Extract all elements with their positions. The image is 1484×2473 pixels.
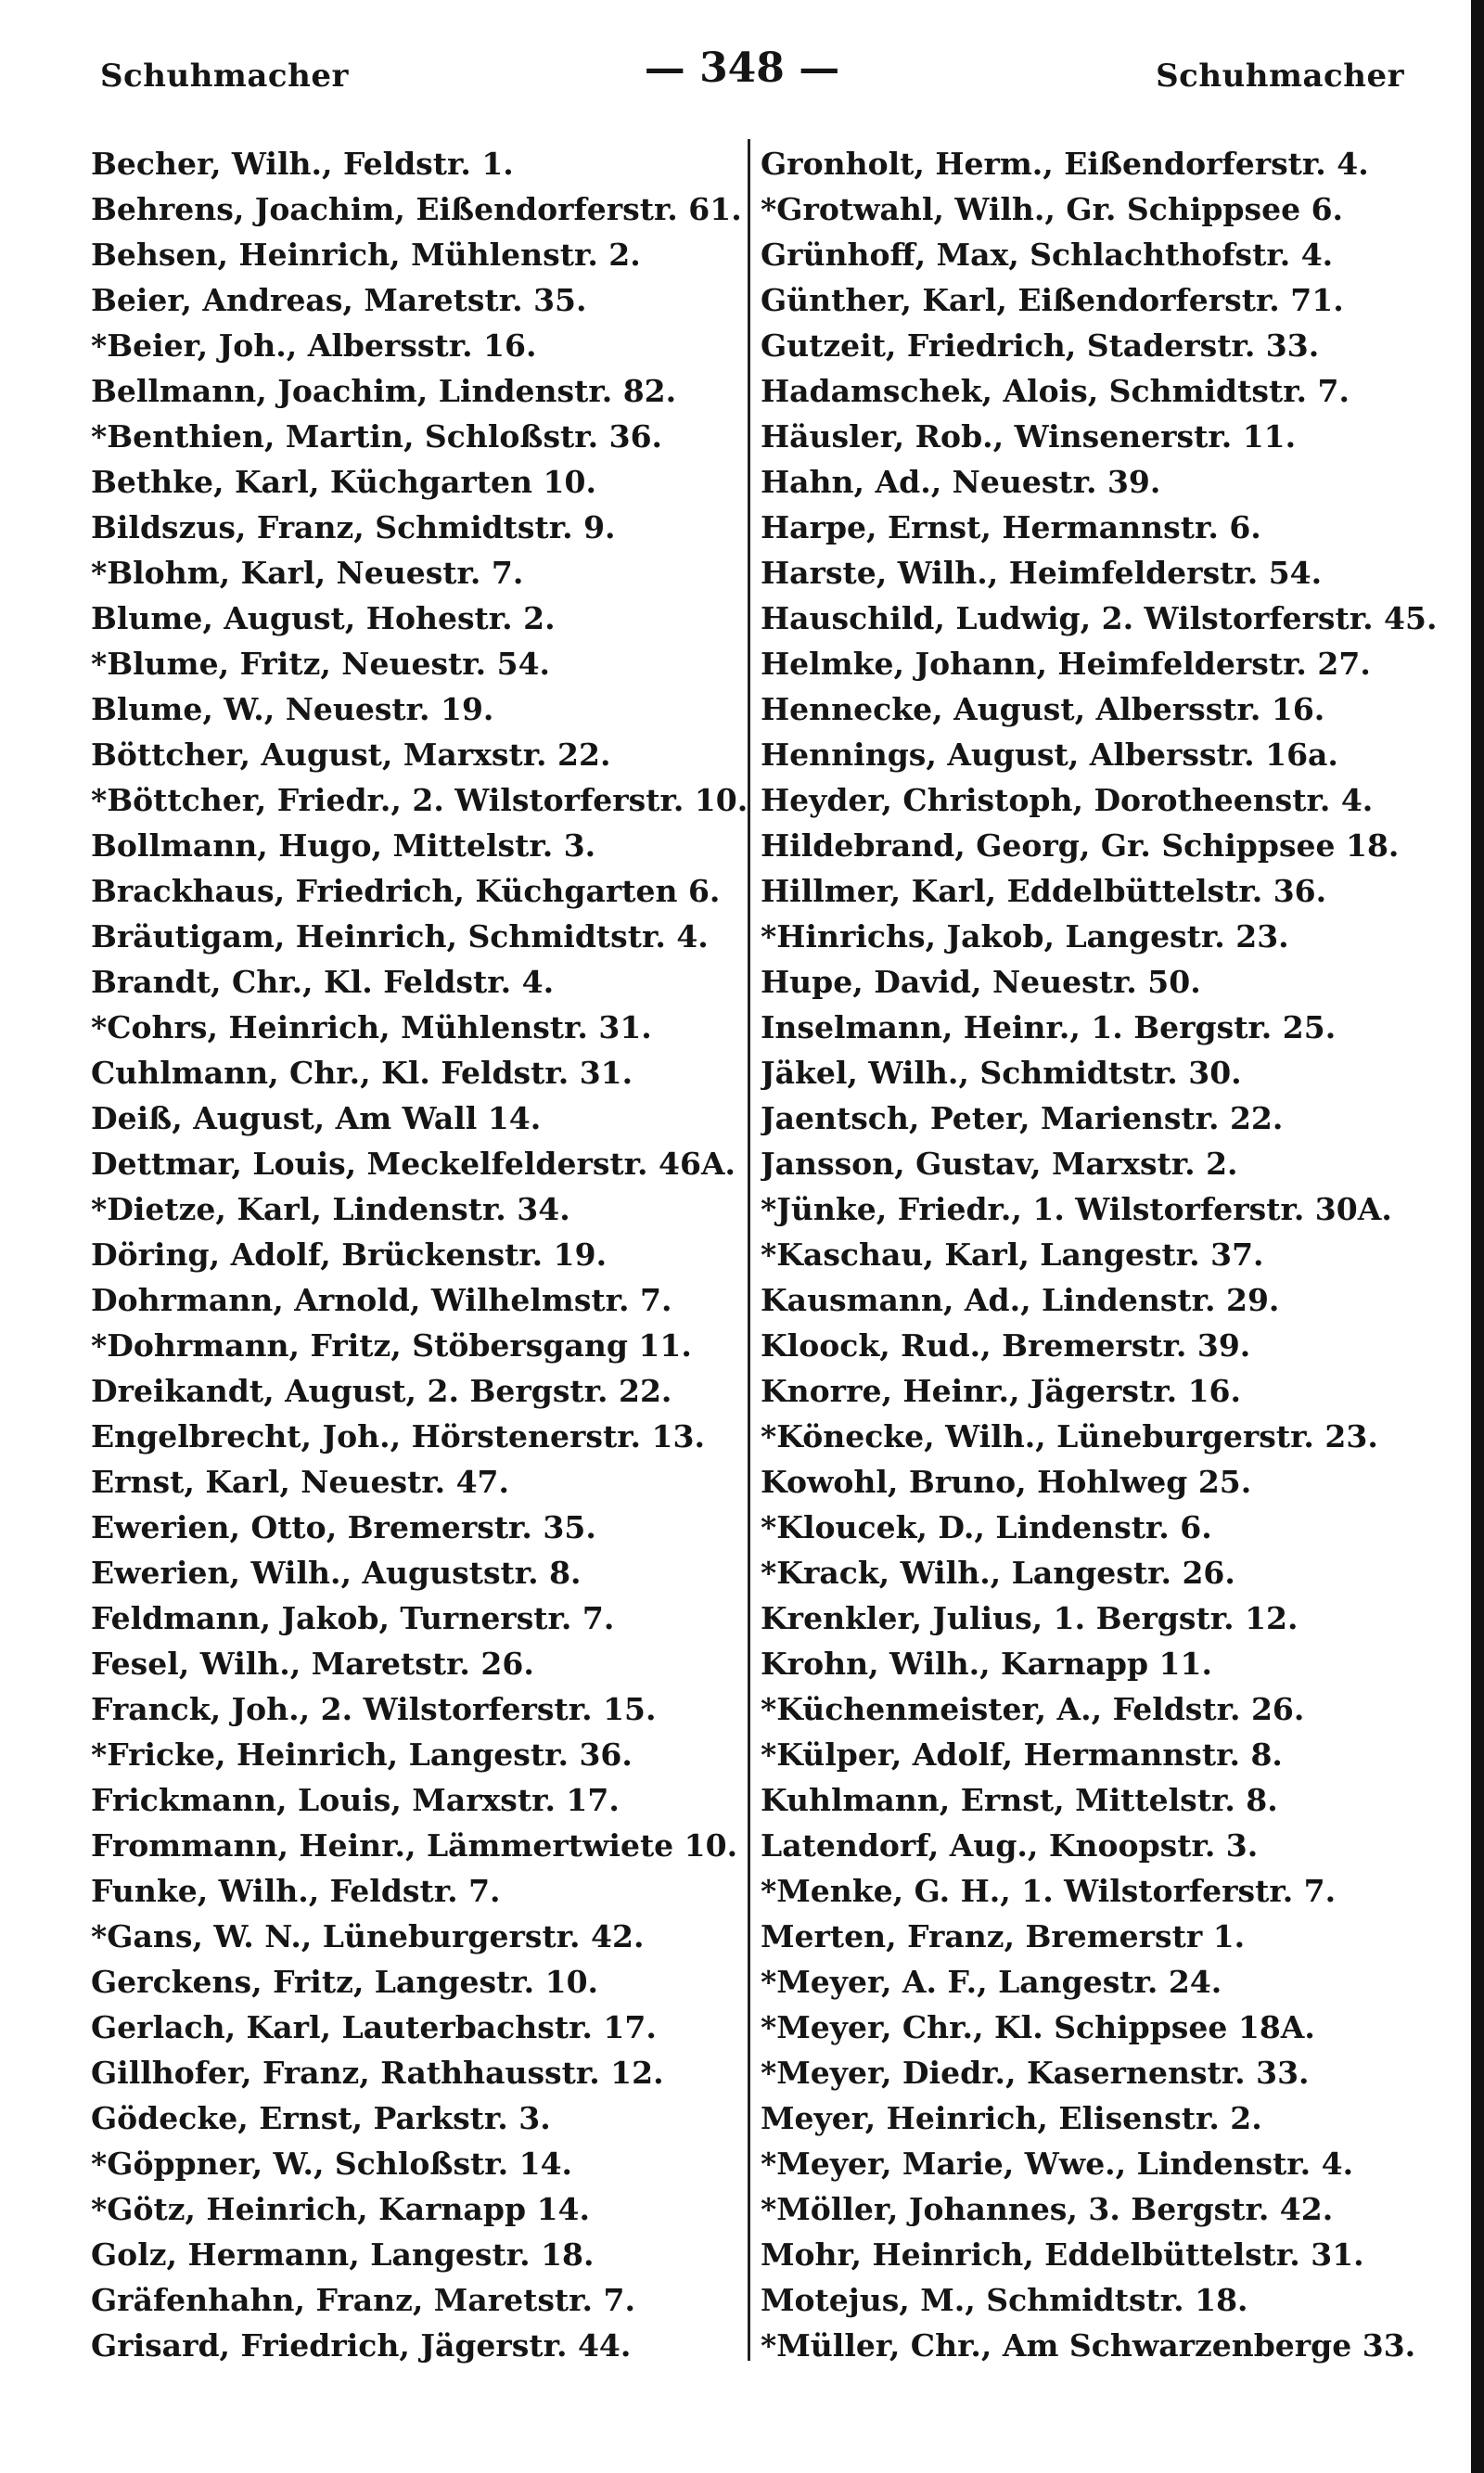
directory-entry: Gödecke, Ernst, Parkstr. 3.	[91, 2100, 551, 2136]
directory-entry: Heyder, Christoph, Dorotheenstr. 4.	[761, 782, 1374, 818]
directory-entry: Brackhaus, Friedrich, Küchgarten 6.	[91, 873, 721, 909]
directory-entry: Jäkel, Wilh., Schmidtstr. 30.	[761, 1055, 1242, 1091]
directory-entry: Bräutigam, Heinrich, Schmidtstr. 4.	[91, 918, 709, 955]
directory-entry: Becher, Wilh., Feldstr. 1.	[91, 146, 514, 182]
directory-entry: *Küchenmeister, A., Feldstr. 26.	[761, 1691, 1305, 1727]
directory-entry: Ernst, Karl, Neuestr. 47.	[91, 1464, 510, 1500]
directory-entry: Krenkler, Julius, 1. Bergstr. 12.	[761, 1600, 1298, 1636]
directory-entry: Gerlach, Karl, Lauterbachstr. 17.	[91, 2009, 657, 2045]
directory-entry: Blume, W., Neuestr. 19.	[91, 691, 494, 727]
directory-entry: *Menke, G. H., 1. Wilstorferstr. 7.	[761, 1873, 1337, 1909]
directory-entry: Fesel, Wilh., Maretstr. 26.	[91, 1646, 534, 1682]
directory-entry: Gronholt, Herm., Eißendorferstr. 4.	[761, 146, 1369, 182]
directory-entry: Franck, Joh., 2. Wilstorferstr. 15.	[91, 1691, 657, 1727]
running-head-right: Schuhmacher	[1156, 58, 1404, 95]
directory-entry: Hahn, Ad., Neuestr. 39.	[761, 464, 1161, 500]
directory-entry: Ewerien, Otto, Bremerstr. 35.	[91, 1509, 596, 1545]
directory-entry: Helmke, Johann, Heimfelderstr. 27.	[761, 646, 1371, 682]
page-edge-shadow	[1471, 0, 1484, 2473]
directory-entry: Hupe, David, Neuestr. 50.	[761, 964, 1201, 1000]
directory-entry: Frommann, Heinr., Lämmertwiete 10.	[91, 1827, 738, 1864]
directory-entry: Engelbrecht, Joh., Hörstenerstr. 13.	[91, 1418, 705, 1454]
directory-entry: *Blume, Fritz, Neuestr. 54.	[91, 646, 551, 682]
directory-entry: Bollmann, Hugo, Mittelstr. 3.	[91, 827, 596, 864]
directory-entry: Gräfenhahn, Franz, Maretstr. 7.	[91, 2282, 635, 2318]
directory-entry: Latendorf, Aug., Knoopstr. 3.	[761, 1827, 1259, 1864]
directory-entry: Kausmann, Ad., Lindenstr. 29.	[761, 1282, 1280, 1318]
directory-entry: *Möller, Johannes, 3. Bergstr. 42.	[761, 2191, 1334, 2227]
directory-entry: Jaentsch, Peter, Marienstr. 22.	[761, 1100, 1284, 1136]
directory-entry: Böttcher, August, Marxstr. 22.	[91, 737, 611, 773]
directory-entry: Kuhlmann, Ernst, Mittelstr. 8.	[761, 1782, 1278, 1818]
directory-entry: Gillhofer, Franz, Rathhausstr. 12.	[91, 2055, 664, 2091]
directory-entry: Hildebrand, Georg, Gr. Schippsee 18.	[761, 827, 1400, 864]
directory-entry: *Külper, Adolf, Hermannstr. 8.	[761, 1736, 1283, 1773]
directory-entry: Brandt, Chr., Kl. Feldstr. 4.	[91, 964, 555, 1000]
directory-entry: Golz, Hermann, Langestr. 18.	[91, 2236, 595, 2273]
directory-entry: Grisard, Friedrich, Jägerstr. 44.	[91, 2327, 632, 2364]
directory-entry: Beier, Andreas, Maretstr. 35.	[91, 282, 587, 318]
left-column	[91, 141, 754, 2368]
directory-entry: Behsen, Heinrich, Mühlenstr. 2.	[91, 237, 641, 273]
directory-entry: Kowohl, Bruno, Hohlweg 25.	[761, 1464, 1252, 1500]
directory-entry: Bildszus, Franz, Schmidtstr. 9.	[91, 509, 616, 545]
directory-entry: *Hinrichs, Jakob, Langestr. 23.	[761, 918, 1289, 955]
directory-entry: *Meyer, Diedr., Kasernenstr. 33.	[761, 2055, 1310, 2091]
directory-entry: Kloock, Rud., Bremerstr. 39.	[761, 1327, 1251, 1364]
directory-entry: Inselmann, Heinr., 1. Bergstr. 25.	[761, 1009, 1337, 1045]
directory-entry: *Kaschau, Karl, Langestr. 37.	[761, 1236, 1264, 1273]
directory-entry: *Meyer, A. F., Langestr. 24.	[761, 1964, 1222, 2000]
directory-entry: Krohn, Wilh., Karnapp 11.	[761, 1646, 1212, 1682]
directory-entry: Motejus, M., Schmidtstr. 18.	[761, 2282, 1248, 2318]
directory-entry: Bellmann, Joachim, Lindenstr. 82.	[91, 373, 677, 409]
directory-entry: Hauschild, Ludwig, 2. Wilstorferstr. 45.	[761, 600, 1438, 636]
directory-entry: *Dohrmann, Fritz, Stöbersgang 11.	[91, 1327, 692, 1364]
directory-entry: *Cohrs, Heinrich, Mühlenstr. 31.	[91, 1009, 652, 1045]
directory-entry: *Meyer, Marie, Wwe., Lindenstr. 4.	[761, 2146, 1354, 2182]
directory-entry: Hennings, August, Albersstr. 16a.	[761, 737, 1338, 773]
directory-entry: Funke, Wilh., Feldstr. 7.	[91, 1873, 501, 1909]
directory-entry: Feldmann, Jakob, Turnerstr. 7.	[91, 1600, 615, 1636]
directory-entry: *Krack, Wilh., Langestr. 26.	[761, 1555, 1235, 1591]
directory-entry: *Götz, Heinrich, Karnapp 14.	[91, 2191, 590, 2227]
directory-entry: Blume, August, Hohestr. 2.	[91, 600, 556, 636]
directory-entry: Harste, Wilh., Heimfelderstr. 54.	[761, 555, 1323, 591]
directory-entry: Behrens, Joachim, Eißendorferstr. 61.	[91, 191, 742, 227]
page-number: — 348 —	[644, 45, 840, 92]
directory-entry: Mohr, Heinrich, Eddelbüttelstr. 31.	[761, 2236, 1364, 2273]
directory-entry: Grünhoff, Max, Schlachthofstr. 4.	[761, 237, 1334, 273]
directory-entry: Meyer, Heinrich, Elisenstr. 2.	[761, 2100, 1262, 2136]
directory-entry: *Beier, Joh., Albersstr. 16.	[91, 327, 537, 364]
directory-entry: *Blohm, Karl, Neuestr. 7.	[91, 555, 524, 591]
directory-entry: *Jünke, Friedr., 1. Wilstorferstr. 30A.	[761, 1191, 1392, 1227]
directory-entry: *Dietze, Karl, Lindenstr. 34.	[91, 1191, 570, 1227]
directory-entry: Gerckens, Fritz, Langestr. 10.	[91, 1964, 599, 2000]
directory-entry: *Göppner, W., Schloßstr. 14.	[91, 2146, 573, 2182]
directory-entry: Cuhlmann, Chr., Kl. Feldstr. 31.	[91, 1055, 633, 1091]
directory-entry: *Benthien, Martin, Schloßstr. 36.	[91, 418, 663, 455]
column-divider	[748, 139, 750, 2361]
directory-entry: *Fricke, Heinrich, Langestr. 36.	[91, 1736, 633, 1773]
directory-entry: Häusler, Rob., Winsenerstr. 11.	[761, 418, 1297, 455]
directory-entry: Gutzeit, Friedrich, Staderstr. 33.	[761, 327, 1320, 364]
directory-entry: Hadamschek, Alois, Schmidtstr. 7.	[761, 373, 1350, 409]
running-head-left: Schuhmacher	[100, 58, 349, 95]
directory-entry: *Grotwahl, Wilh., Gr. Schippsee 6.	[761, 191, 1344, 227]
right-column	[761, 141, 1447, 2368]
directory-entry: Döring, Adolf, Brückenstr. 19.	[91, 1236, 608, 1273]
directory-entry: Dohrmann, Arnold, Wilhelmstr. 7.	[91, 1282, 672, 1318]
directory-entry: *Kloucek, D., Lindenstr. 6.	[761, 1509, 1212, 1545]
directory-entry: Hennecke, August, Albersstr. 16.	[761, 691, 1325, 727]
directory-entry: Knorre, Heinr., Jägerstr. 16.	[761, 1373, 1241, 1409]
directory-entry: Jansson, Gustav, Marxstr. 2.	[761, 1146, 1238, 1182]
directory-entry: Frickmann, Louis, Marxstr. 17.	[91, 1782, 620, 1818]
directory-entry: *Meyer, Chr., Kl. Schippsee 18A.	[761, 2009, 1315, 2045]
directory-entry: Harpe, Ernst, Hermannstr. 6.	[761, 509, 1261, 545]
directory-entry: Deiß, August, Am Wall 14.	[91, 1100, 542, 1136]
directory-entry: Dettmar, Louis, Meckelfelderstr. 46A.	[91, 1146, 736, 1182]
directory-entry: *Gans, W. N., Lüneburgerstr. 42.	[91, 1918, 645, 1954]
directory-entry: Bethke, Karl, Küchgarten 10.	[91, 464, 596, 500]
directory-entry: *Müller, Chr., Am Schwarzenberge 33.	[761, 2327, 1416, 2364]
directory-entry: *Könecke, Wilh., Lüneburgerstr. 23.	[761, 1418, 1378, 1454]
directory-entry: *Böttcher, Friedr., 2. Wilstorferstr. 10.	[91, 782, 748, 818]
directory-entry: Hillmer, Karl, Eddelbüttelstr. 36.	[761, 873, 1327, 909]
directory-entry: Günther, Karl, Eißendorferstr. 71.	[761, 282, 1344, 318]
directory-entry: Ewerien, Wilh., Auguststr. 8.	[91, 1555, 582, 1591]
directory-entry: Merten, Franz, Bremerstr 1.	[761, 1918, 1246, 1954]
directory-entry: Dreikandt, August, 2. Bergstr. 22.	[91, 1373, 672, 1409]
